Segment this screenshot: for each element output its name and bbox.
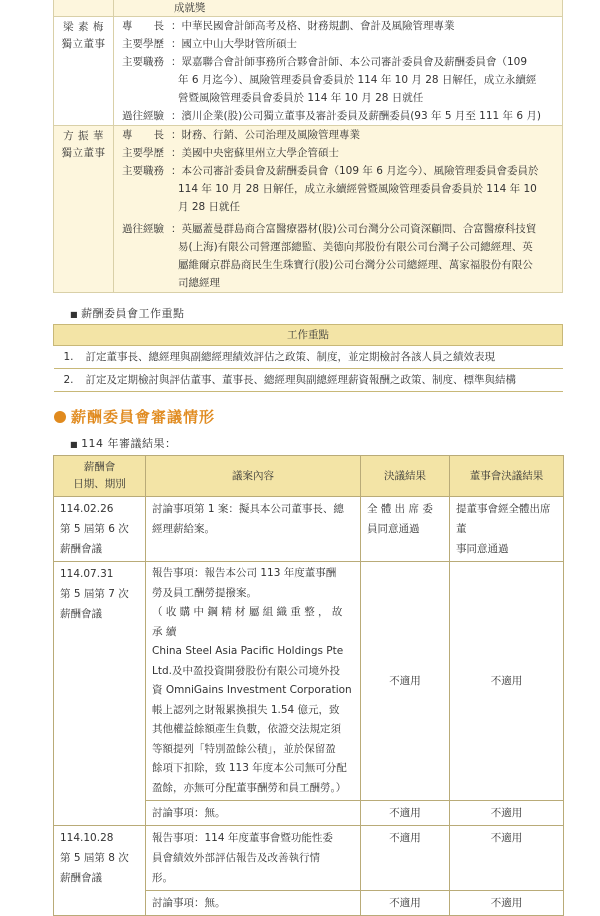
meeting-date: 114.10.28 xyxy=(60,832,114,844)
result-header: 決議結果 xyxy=(361,456,450,497)
item-text: 訂定董事長、總經理與副總經理績效評估之政策、制度，並定期檢討各該人員之績效表現 xyxy=(85,351,495,363)
content-line: 勞及員工酬勞提撥案。 xyxy=(152,586,257,599)
content-line: 形。 xyxy=(152,872,173,884)
meeting-date: 114.02.26 xyxy=(60,503,114,515)
content-line: 其他權益餘額產生負數，依證交法規定須 xyxy=(152,723,341,735)
content-line: 餘項下扣除，致 113 年度本公司無可分配 xyxy=(152,762,347,774)
work-focus-item xyxy=(54,369,563,392)
content-line: 帳上認列之財報累換損失 1.54 億元，致 xyxy=(152,703,340,716)
content-line: China Steel Asia Pacific Holdings Pte xyxy=(152,645,344,657)
work-focus-header: 工作重點 xyxy=(54,325,563,346)
position-line: ：本公司審計委員會及薪酬委員會（109 年 6 月迄今）、風險管理委員會委員於 xyxy=(171,165,539,177)
board-resolution-result: 不適用 xyxy=(450,562,564,801)
meeting-term: 第 5 屆第 7 次 xyxy=(60,588,129,600)
top-continuation-row xyxy=(54,0,563,17)
meeting-date-cell xyxy=(54,826,146,916)
director-name-cell xyxy=(54,126,114,293)
position-value xyxy=(171,53,562,107)
motion-content xyxy=(146,826,361,891)
position-value xyxy=(171,162,562,216)
item-number: 1. xyxy=(63,351,74,363)
independent-directors-table xyxy=(53,0,563,293)
content-line: 等額提列「特別盈餘公積」，並於保留盈 xyxy=(152,742,336,755)
result-line: 全 體 出 席 委 xyxy=(367,503,433,515)
work-focus-table xyxy=(53,324,563,392)
director-details xyxy=(114,126,563,293)
director-name: 方 振 華 xyxy=(63,130,104,142)
content-line: 資 OmniGains Investment Corporation xyxy=(152,684,352,696)
experience-label: 過往經驗 xyxy=(122,110,164,122)
position-line: 營暨風險管理委員會委員於 114 年 10 月 28 日就任 xyxy=(178,92,424,104)
item-number: 2. xyxy=(63,374,74,386)
experience-line: 屬維爾京群島商民生生珠寶行(股)公司台灣分公司總經理、萬家福股份有限公 xyxy=(178,259,533,271)
education-label: 主要學歷 xyxy=(122,147,164,159)
discussion-board-result: 不適用 xyxy=(450,801,564,826)
meeting-row xyxy=(54,826,564,891)
specialty-label: 專 長 xyxy=(122,129,164,141)
director-name-cell xyxy=(54,17,114,126)
discussion-result: 不適用 xyxy=(361,801,450,826)
content-line: （ 收 購 中 鋼 精 材 屬 組 織 重 整 ， 故 承 續 xyxy=(152,606,343,638)
discussion-result: 不適用 xyxy=(361,891,450,916)
content-line: 討論事項第 1 案：擬具本公司董事長、總 xyxy=(152,503,344,515)
item-text: 訂定及定期檢討與評估董事、董事長、總經理與副總經理薪資報酬之政策、制度、標準與結構 xyxy=(85,374,516,386)
position-line: 月 28 日就任 xyxy=(178,201,241,213)
director-details xyxy=(114,17,563,126)
discussion-content: 討論事項：無。 xyxy=(146,801,361,826)
section-title xyxy=(54,406,215,429)
motion-content xyxy=(146,497,361,562)
meeting-row xyxy=(54,562,564,801)
experience-value xyxy=(171,220,562,292)
resolution-result: 不適用 xyxy=(361,826,450,891)
content-line: 盈餘，亦無可分配董事酬勞和員工酬勞。） xyxy=(152,781,347,794)
director-row xyxy=(54,17,563,126)
work-focus-heading-text: 薪酬委員會工作重點 xyxy=(81,307,185,320)
experience-line: 司總經理 xyxy=(178,277,220,289)
results-heading xyxy=(70,436,177,453)
position-label: 主要職務 xyxy=(122,165,164,177)
specialty-value: ：中華民國會計師高考及格、財務規劃、會計及風險管理專業 xyxy=(171,20,455,32)
education-value: ：美國中央密蘇里州立大學企管碩士 xyxy=(171,147,339,159)
meeting-type: 薪酬會議 xyxy=(60,872,102,884)
position-line: 114 年 10 月 28 日解任，成立永續經營暨風險管理委員會委員於 114 年 10 xyxy=(178,183,537,195)
position-line: 年 6 月迄今）、風險管理委員會委員於 114 年 10 月 28 日解任，成立永續經 xyxy=(178,74,537,86)
position-label: 主要職務 xyxy=(122,56,164,68)
work-focus-item xyxy=(54,346,563,369)
discussion-content: 討論事項：無。 xyxy=(146,891,361,916)
content-line: Ltd.及中盈投資開發股份有限公司境外投 xyxy=(152,664,340,677)
board-resolution-result: 不適用 xyxy=(450,826,564,891)
motion-content xyxy=(146,562,361,801)
education-value: ：國立中山大學財管所碩士 xyxy=(171,38,297,50)
bullet-dot-icon xyxy=(54,411,66,423)
discussion-board-result: 不適用 xyxy=(450,891,564,916)
content-line: 報告事項：114 年度董事會暨功能性委 xyxy=(152,832,333,844)
experience-label: 過往經驗 xyxy=(122,223,164,235)
content-line: 經理薪給案。 xyxy=(152,523,215,535)
resolution-result xyxy=(361,497,450,562)
director-title: 獨立董事 xyxy=(61,38,106,50)
content-line: 報告事項：報告本公司 113 年度董事酬 xyxy=(152,567,337,579)
bullet-square-icon: ■ xyxy=(70,310,79,319)
meeting-date-cell xyxy=(54,562,146,826)
experience-value: ：濱川企業(股)公司獨立董事及審計委員及薪酬委員(93 年 5 月至 111 年 6 月) xyxy=(171,110,542,122)
experience-line: ：英屬蓋曼群島商合富醫療器材(股)公司台灣分公司資深顧問、合富醫療科技貿 xyxy=(171,223,537,235)
content-line: 員會績效外部評估報告及改善執行情 xyxy=(152,852,320,864)
meeting-date-cell xyxy=(54,497,146,562)
header-text: 薪酬會 xyxy=(83,461,116,473)
director-row xyxy=(54,126,563,293)
content-header: 議案內容 xyxy=(146,456,361,497)
meeting-date: 114.07.31 xyxy=(60,568,114,580)
specialty-label: 專 長 xyxy=(122,20,164,32)
position-line: ：眾嘉聯合會計師事務所合夥會計師、本公司審計委員會及薪酬委員會（109 xyxy=(171,56,528,68)
experience-line: 易(上海)有限公司營運部總監、美德向邦股份有限公司台灣子公司總經理、英 xyxy=(178,241,533,253)
meeting-type: 薪酬會議 xyxy=(60,608,102,620)
work-focus-heading xyxy=(70,306,185,323)
header-text: 日期、期別 xyxy=(73,478,126,490)
meeting-term: 第 5 屆第 6 次 xyxy=(60,523,129,535)
education-label: 主要學歷 xyxy=(122,38,164,50)
board-result-header: 董事會決議結果 xyxy=(450,456,564,497)
bullet-square-icon: ■ xyxy=(70,440,79,449)
board-result-line: 提董事會經全體出席董 xyxy=(456,503,551,535)
board-resolution-result xyxy=(450,497,564,562)
meeting-row xyxy=(54,497,564,562)
resolution-result: 不適用 xyxy=(361,562,450,801)
board-result-line: 事同意通過 xyxy=(456,543,509,555)
section-title-text: 薪酬委員會審議情形 xyxy=(71,408,216,426)
meeting-term: 第 5 屆第 8 次 xyxy=(60,852,129,864)
meeting-type: 薪酬會議 xyxy=(60,543,102,555)
director-title: 獨立董事 xyxy=(61,147,106,159)
director-name: 梁 素 梅 xyxy=(63,21,104,33)
review-results-table xyxy=(53,455,564,916)
date-term-header xyxy=(54,456,146,497)
results-heading-text: 114 年審議結果： xyxy=(81,437,177,450)
continuation-text: 成就獎 xyxy=(174,2,206,14)
results-header-row xyxy=(54,456,564,497)
specialty-value: ：財務、行銷、公司治理及風險管理專業 xyxy=(171,129,360,141)
result-line: 員同意通過 xyxy=(367,523,420,535)
